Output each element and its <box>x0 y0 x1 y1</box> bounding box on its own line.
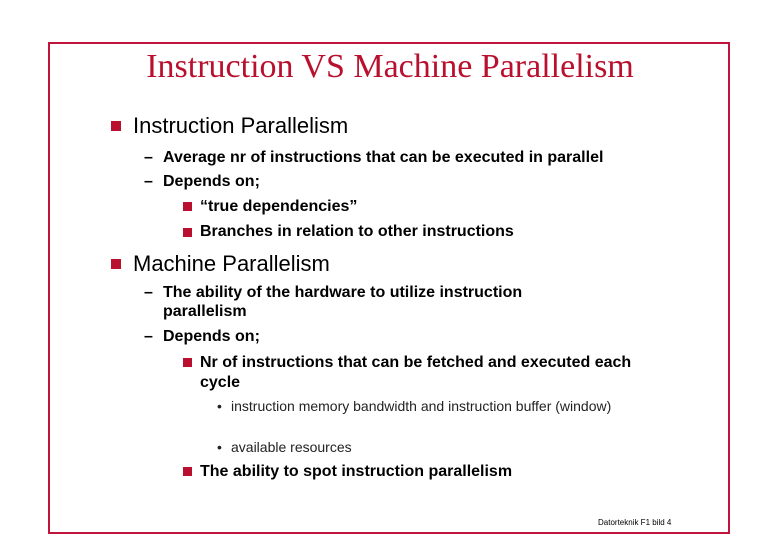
sub-list-item: Nr of instructions that can be fetched and executed each cycle <box>200 354 632 391</box>
detail-item: instruction memory bandwidth and instruction buffer (window) <box>231 398 612 414</box>
sub-list-item: Branches in relation to other instructions <box>200 223 514 240</box>
dash-marker: – <box>144 173 153 190</box>
dash-marker: – <box>144 149 153 166</box>
bullet-square-icon <box>111 259 121 269</box>
bullet-dot-icon: • <box>217 398 222 414</box>
sub-list-item: “true dependencies” <box>200 198 358 215</box>
bullet-dot-icon: • <box>217 439 222 455</box>
bullet-square-icon <box>183 467 192 476</box>
dash-marker: – <box>144 328 153 345</box>
list-item: Average nr of instructions that can be executed in parallel <box>163 149 604 166</box>
dash-marker: – <box>144 284 153 301</box>
bullet-square-icon <box>183 202 192 211</box>
bullet-square-icon <box>183 228 192 237</box>
detail-item: available resources <box>231 439 352 455</box>
list-item: The ability of the hardware to utilize instruction parallelism <box>163 284 523 320</box>
bullet-square-icon <box>183 358 192 367</box>
section-heading: Instruction Parallelism <box>133 113 349 138</box>
slide-title: Instruction VS Machine Parallelism <box>146 48 634 85</box>
bullet-square-icon <box>111 121 121 131</box>
slide-footer: Datorteknik F1 bild 4 <box>598 518 672 527</box>
section-heading: Machine Parallelism <box>133 251 330 276</box>
list-item: Depends on; <box>163 328 260 345</box>
list-item: Depends on; <box>163 173 260 190</box>
sub-list-item: The ability to spot instruction parallelism <box>200 463 513 480</box>
